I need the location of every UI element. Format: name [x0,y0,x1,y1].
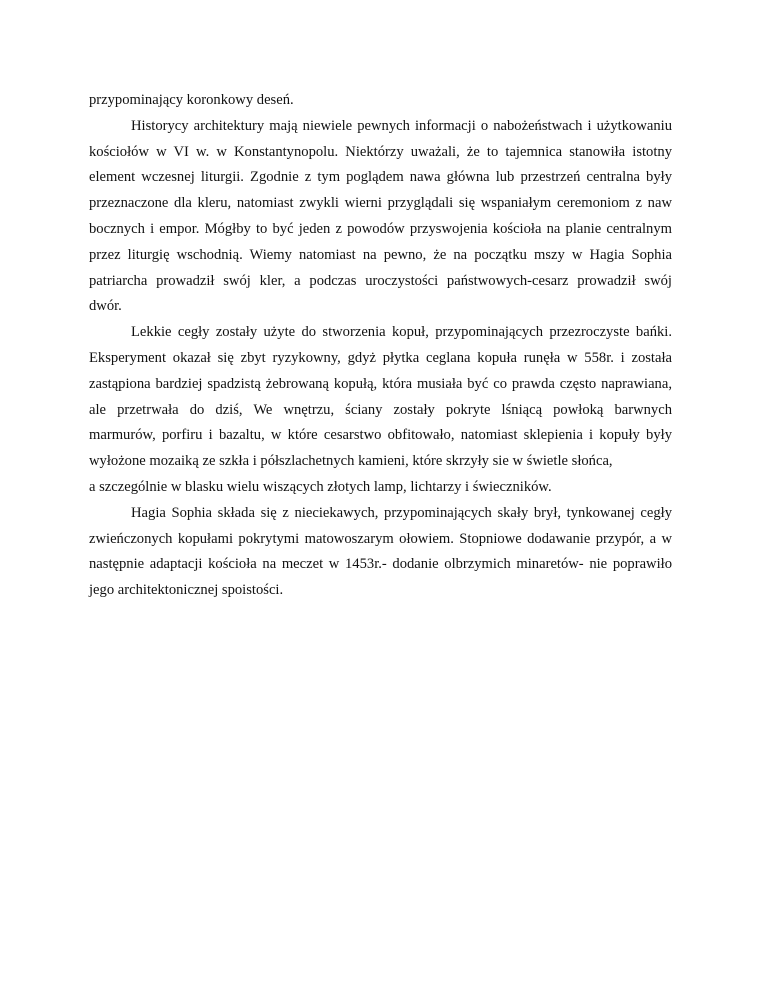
text-line: kościołów w VI w. w Konstantynopolu. Niektórzy uważali, że to tajemnica stanowiła istotny [89,143,672,160]
paragraph-domes [89,320,672,501]
text-line: ale przetrwała do dziś, We wnętrzu, ściany zostały pokryte lśniącą powłoką barwnych [89,401,672,418]
paragraph-exterior [89,501,672,604]
text-line: zastąpiona bardziej spadzistą żebrowaną kopułą, która musiała być co prawda często naprawiana, [89,375,672,392]
paragraph-continuation [89,88,672,114]
document-body [89,88,672,604]
text-line: jego architektonicznej spoistości. [89,582,284,599]
text-line: wyłożone mozaiką ze szkła i półszlachetnych kamieni, które skrzyły sie w świetle słońca, [89,453,613,470]
text-line: zwieńczonych kopułami pokrytymi matowoszarym ołowiem. Stopniowe dodawanie przypór, a w [89,530,672,547]
text-line: marmurów, porfiru i bazaltu, w które cesarstwo obfitowało, natomiast sklepienia i kopuły były [89,427,672,444]
text-line: przypominający koronkowy deseń. [89,92,294,108]
text-line: przez liturgię wschodnią. Wiemy natomiast na pewno, że na początku mszy w Hagia Sophia [89,246,672,263]
text-line: następnie adaptacji kościoła na meczet w 1453r.- dodanie olbrzymich minaretów- nie poprawiło [89,556,672,573]
text-line: bocznych i empor. Mógłby to być jeden z powodów przyswojenia kościoła na planie centralnym [89,220,672,237]
text-line: Lekkie cegły zostały użyte do stworzenia kopuł, przypominających przezroczyste bańki. [131,324,672,341]
paragraph-liturgy [89,114,672,320]
text-line: a szczególnie w blasku wielu wiszących złotych lamp, lichtarzy i świeczników. [89,478,552,495]
text-line: patriarcha prowadził swój kler, a podczas uroczystości państwowych-cesarz prowadził swój [89,272,672,289]
text-line: element wczesnej liturgii. Zgodnie z tym poglądem nawa główna lub przestrzeń centralna były [89,169,672,186]
text-line: Hagia Sophia składa się z nieciekawych, przypominających skały brył, tynkowanej cegły [131,504,672,521]
text-line: Eksperyment okazał się zbyt ryzykowny, gdyż płytka ceglana kopuła runęła w 558r. i została [89,349,672,366]
text-line: dwór. [89,298,122,315]
text-line: Historycy architektury mają niewiele pewnych informacji o nabożeństwach i użytkowaniu [131,117,672,134]
text-line: przeznaczone dla kleru, natomiast zwykli wierni przyglądali się wspaniałym ceremoniom z naw [89,195,672,212]
